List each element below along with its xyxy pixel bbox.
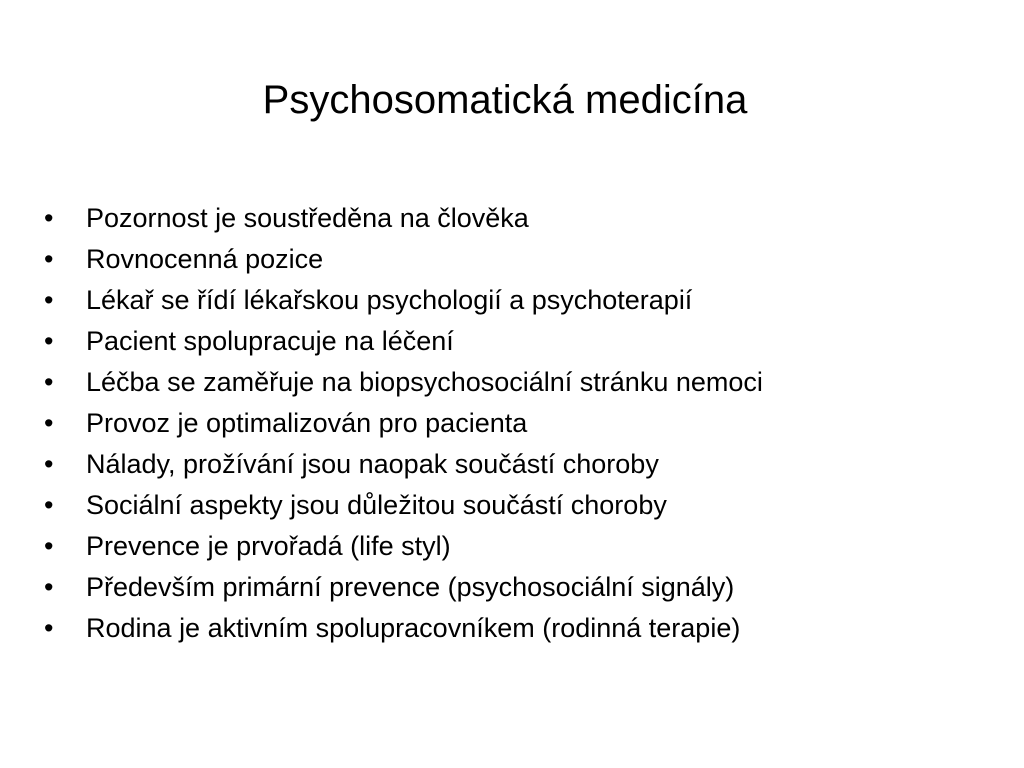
bullet-icon: • bbox=[44, 408, 54, 438]
list-item-text: Léčba se zaměřuje na biopsychosociální stránku nemoci bbox=[86, 367, 763, 397]
bullet-icon: • bbox=[44, 203, 54, 233]
list-item bbox=[40, 485, 1010, 526]
list-item-text: Rovnocenná pozice bbox=[86, 244, 324, 274]
list-item-text: Rodina je aktivním spolupracovníkem (rodinná terapie) bbox=[86, 613, 741, 643]
slide-title: Psychosomatická medicína bbox=[262, 78, 748, 122]
bullet-icon: • bbox=[44, 285, 54, 315]
list-item bbox=[40, 567, 1010, 608]
list-item-text: Především primární prevence (psychosociální signály) bbox=[86, 572, 735, 602]
list-item bbox=[40, 362, 1010, 403]
bullet-icon: • bbox=[44, 613, 54, 643]
bullet-icon: • bbox=[44, 367, 54, 397]
bullet-icon: • bbox=[44, 326, 54, 356]
list-item bbox=[40, 198, 1010, 239]
list-item bbox=[40, 280, 1010, 321]
list-item-text: Provoz je optimalizován pro pacienta bbox=[86, 408, 528, 438]
bullet-list bbox=[40, 198, 1010, 649]
bullet-icon: • bbox=[44, 449, 54, 479]
list-item bbox=[40, 403, 1010, 444]
list-item bbox=[40, 321, 1010, 362]
list-item-text: Sociální aspekty jsou důležitou součástí choroby bbox=[86, 490, 667, 520]
list-item-text: Pacient spolupracuje na léčení bbox=[86, 326, 454, 356]
list-item bbox=[40, 239, 1010, 280]
bullet-icon: • bbox=[44, 490, 54, 520]
bullet-icon: • bbox=[44, 244, 54, 274]
bullet-icon: • bbox=[44, 572, 54, 602]
list-item bbox=[40, 608, 1010, 649]
list-item-text: Pozornost je soustředěna na člověka bbox=[86, 203, 529, 233]
list-item bbox=[40, 526, 1010, 567]
list-item-text: Prevence je prvořadá (life styl) bbox=[86, 531, 451, 561]
bullet-icon: • bbox=[44, 531, 54, 561]
list-item-text: Nálady, prožívání jsou naopak součástí choroby bbox=[86, 449, 659, 479]
list-item bbox=[40, 444, 1010, 485]
list-item-text: Lékař se řídí lékařskou psychologií a psychoterapií bbox=[86, 285, 693, 315]
